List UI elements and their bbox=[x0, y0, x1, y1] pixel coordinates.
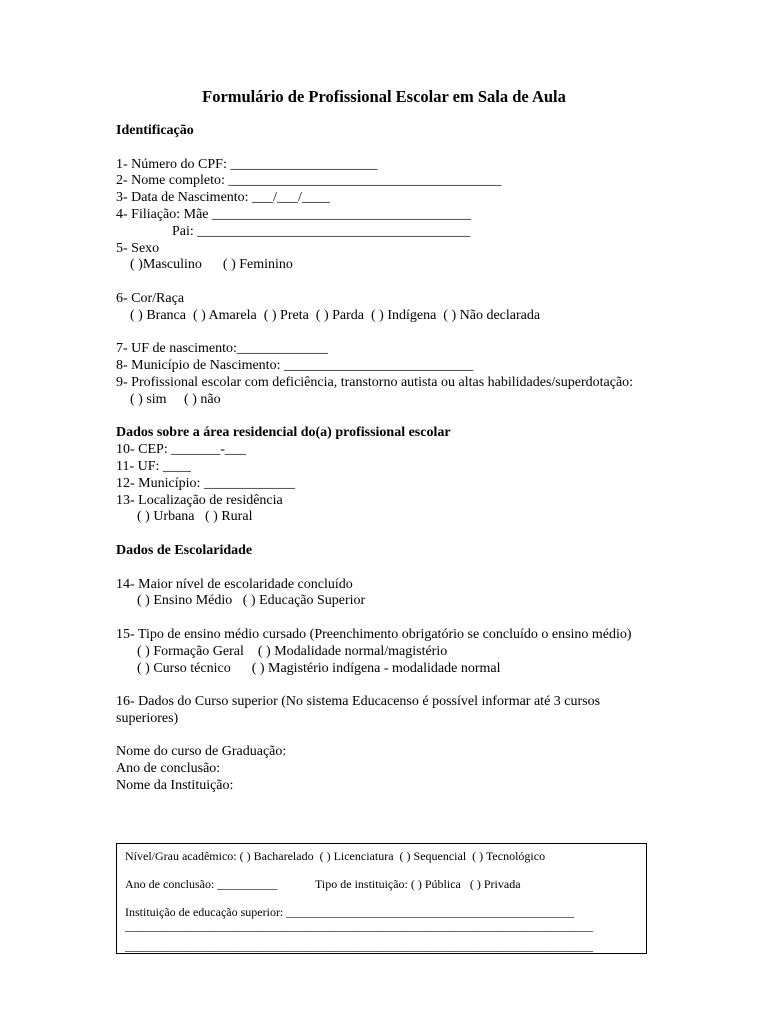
field-localizacao-label: 13- Localização de residência bbox=[116, 492, 283, 508]
field-nome-completo: 2- Nome completo: _______________________________________ bbox=[116, 173, 502, 189]
field-cep: 10- CEP: _______-___ bbox=[116, 442, 246, 458]
curso-superior-box bbox=[116, 843, 647, 954]
field-curso-nome: Nome do curso de Graduação: bbox=[116, 744, 287, 760]
section-heading-identificacao: Identificação bbox=[116, 123, 194, 138]
field-escolaridade-label: 14- Maior nível de escolaridade concluído bbox=[116, 576, 353, 592]
section-heading-escolaridade: Dados de Escolaridade bbox=[116, 542, 253, 558]
field-uf: 11- UF: ____ bbox=[116, 458, 191, 474]
field-municipio-nascimento: 8- Município de Nascimento: ___________________________ bbox=[116, 358, 473, 374]
box-nivel-grau: Nível/Grau acadêmico: ( ) Bacharelado ( ) Licenciatura ( ) Sequencial ( ) Tecnológico bbox=[125, 849, 546, 863]
box-instituicao: Instituição de educação superior: ________________________________________________ bbox=[125, 905, 575, 919]
field-cor-raca-options: ( ) Branca ( ) Amarela ( ) Preta ( ) Parda ( ) Indígena ( ) Não declarada bbox=[116, 307, 541, 323]
field-filiacao-mae: 4- Filiação: Mãe _____________________________________ bbox=[116, 206, 472, 222]
box-blank-line-2: ______________________________________________________________________________ bbox=[125, 939, 593, 953]
field-localizacao-options: ( ) Urbana ( ) Rural bbox=[116, 509, 253, 525]
field-deficiencia-options: ( ) sim ( ) não bbox=[116, 391, 221, 407]
field-cor-raca-label: 6- Cor/Raça bbox=[116, 290, 185, 306]
field-curso-superior-label: 16- Dados do Curso superior (No sistema Educacenso é possível informar até 3 cursos superiores) bbox=[116, 694, 601, 726]
box-tipo-instituicao: Tipo de instituição: ( ) Pública ( ) Privada bbox=[315, 877, 521, 891]
field-municipio: 12- Município: _____________ bbox=[116, 475, 295, 491]
field-ensino-medio-options-2: ( ) Curso técnico ( ) Magistério indígena - modalidade normal bbox=[116, 660, 501, 676]
field-filiacao-pai: Pai: _______________________________________ bbox=[116, 223, 471, 239]
field-uf-nascimento: 7- UF de nascimento:_____________ bbox=[116, 341, 328, 357]
field-ensino-medio-label: 15- Tipo de ensino médio cursado (Preenchimento obrigatório se concluído o ensino médio) bbox=[116, 626, 632, 642]
field-sexo-options: ( )Masculino ( ) Feminino bbox=[116, 257, 293, 273]
field-escolaridade-options: ( ) Ensino Médio ( ) Educação Superior bbox=[116, 593, 366, 609]
field-cpf: 1- Número do CPF: _____________________ bbox=[116, 156, 378, 172]
field-curso-instituicao: Nome da Instituição: bbox=[116, 778, 234, 794]
box-blank-line-1: ______________________________________________________________________________ bbox=[125, 919, 593, 933]
form-content bbox=[116, 123, 656, 795]
field-sexo-label: 5- Sexo bbox=[116, 240, 160, 256]
section-heading-residencia: Dados sobre a área residencial do(a) profissional escolar bbox=[116, 425, 451, 441]
box-ano-conclusao: Ano de conclusão: __________ bbox=[125, 877, 278, 891]
field-deficiencia-label: 9- Profissional escolar com deficiência, transtorno autista ou altas habilidades/superdotação: bbox=[116, 374, 634, 390]
field-data-nascimento: 3- Data de Nascimento: ___/___/____ bbox=[116, 190, 330, 206]
form-title: Formulário de Profissional Escolar em Sala de Aula bbox=[202, 87, 566, 106]
field-ensino-medio-options-1: ( ) Formação Geral ( ) Modalidade normal/magistério bbox=[116, 643, 448, 659]
field-curso-ano: Ano de conclusão: bbox=[116, 761, 221, 777]
